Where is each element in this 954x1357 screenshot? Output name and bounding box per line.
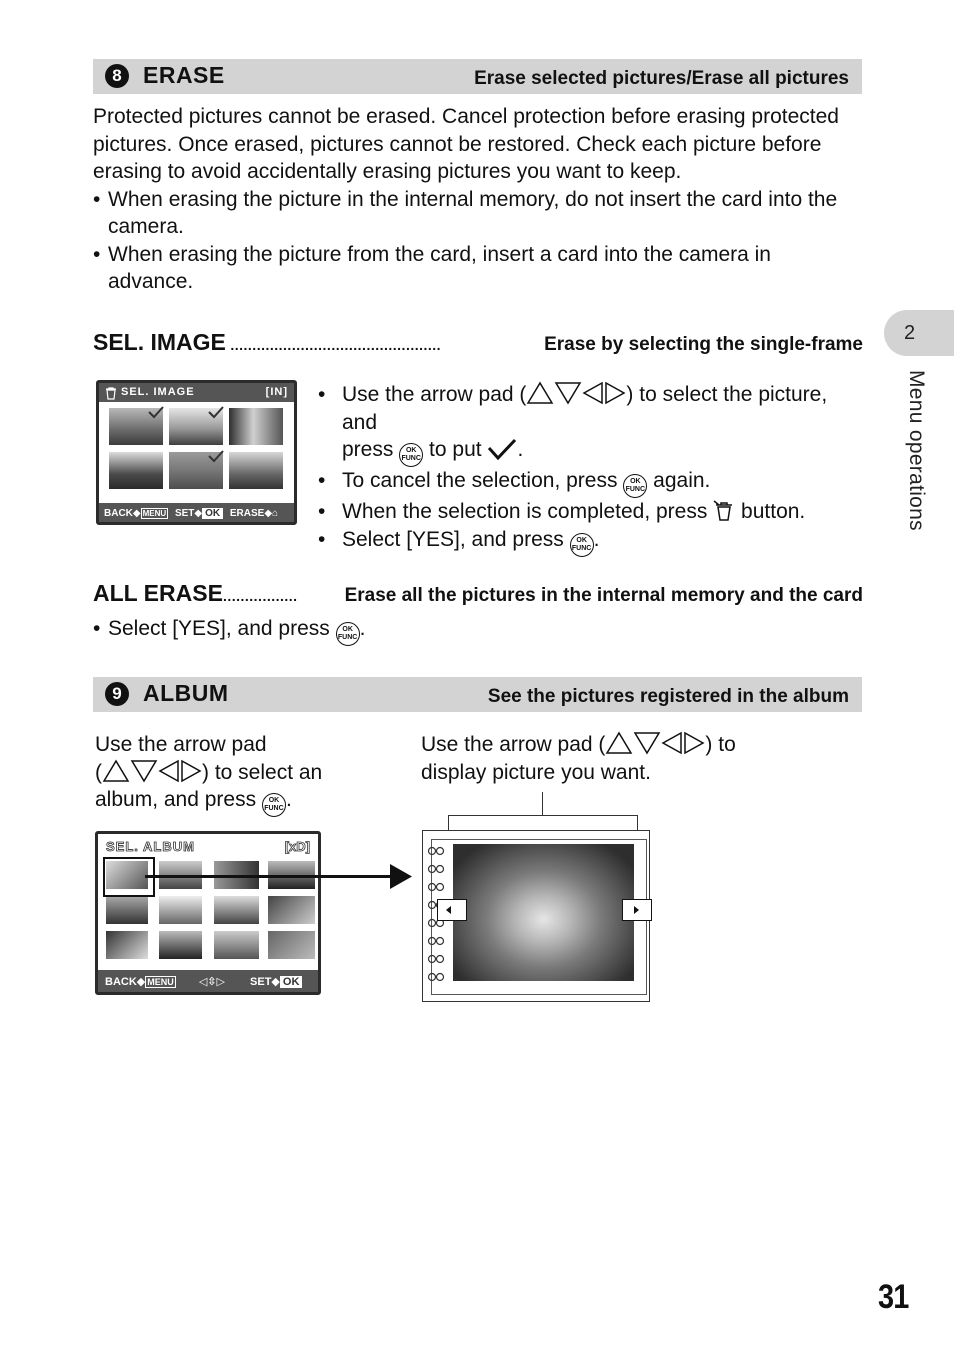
section-number-badge: 9	[105, 682, 129, 706]
flow-arrow-line	[145, 875, 395, 878]
ok-func-button-icon: OK FUNC	[399, 443, 423, 467]
arrow-pad-icon	[526, 381, 626, 405]
screen-title: SEL. ALBUM	[106, 839, 195, 854]
album-thumbnail[interactable]	[106, 896, 148, 924]
screen-footer: BACK◆ MENU ◁⇳▷ SET◆ OK	[105, 975, 302, 988]
chapter-tab	[884, 310, 954, 356]
ok-func-button-icon: OK FUNC	[262, 793, 286, 817]
arrow-pad-icon: ◁⇳▷	[198, 976, 225, 988]
chapter-label: Menu operations	[905, 370, 928, 531]
thumbnail[interactable]	[109, 452, 163, 489]
step-item: • Select [YES], and press OK FUNC .	[318, 526, 863, 557]
step-item: • To cancel the selection, press OK FUNC again.	[318, 467, 863, 498]
erase-section-header	[93, 59, 862, 94]
album-page-view	[422, 830, 650, 1002]
sel-image-steps	[318, 381, 863, 557]
paragraph-line: Protected pictures cannot be erased. Cancel protection before erasing protected	[93, 105, 839, 128]
section-number-badge: 8	[105, 64, 129, 88]
album-thumbnail[interactable]	[268, 896, 315, 924]
ok-func-button-icon: OK FUNC	[570, 533, 594, 557]
step-item: • When the selection is completed, press button.	[318, 498, 863, 526]
sel-image-title: SEL. IMAGE	[93, 329, 226, 355]
memory-indicator: [IN]	[265, 386, 288, 398]
sel-image-heading	[93, 329, 863, 359]
album-section-header	[93, 677, 862, 712]
thumbnail[interactable]	[229, 452, 283, 489]
ok-func-button-icon: OK FUNC	[336, 622, 360, 646]
checkmark-icon	[147, 405, 165, 419]
album-thumbnail[interactable]	[159, 896, 202, 924]
leader-dots: .................	[222, 588, 298, 604]
paragraph-line: erasing to avoid accidentally erasing pictures you want to keep.	[93, 160, 682, 183]
checkmark-icon	[207, 405, 225, 419]
arrow-pad-icon	[605, 731, 705, 755]
trash-icon: ⌂	[272, 508, 279, 519]
callout-line	[448, 815, 638, 816]
next-page-button[interactable]	[622, 899, 652, 921]
leader-dots: ................................................	[230, 337, 442, 353]
album-subtitle: See the pictures registered in the album	[487, 686, 849, 707]
album-title: ALBUM	[143, 680, 229, 706]
checkmark-icon	[207, 449, 225, 463]
page-number: 31	[878, 1278, 909, 1316]
all-erase-heading	[93, 580, 863, 610]
sel-image-camera-screen	[96, 380, 297, 525]
album-thumbnail[interactable]	[268, 931, 315, 959]
erase-title: ERASE	[143, 62, 225, 88]
screen-title: SEL. IMAGE	[121, 386, 195, 398]
erase-paragraph	[93, 103, 868, 296]
trash-icon	[713, 498, 735, 522]
album-photo	[453, 844, 634, 981]
all-erase-title: ALL ERASE	[93, 580, 223, 606]
paragraph-line: pictures. Once erased, pictures cannot be restored. Check each picture before	[93, 132, 822, 156]
arrow-pad-icon	[102, 759, 202, 783]
all-erase-bullet: • Select [YES], and press OK FUNC .	[93, 615, 365, 646]
erase-subtitle: Erase selected pictures/Erase all pictures	[474, 68, 849, 89]
album-thumbnail[interactable]	[106, 931, 148, 959]
erase-bullet: • When erasing the picture in the internal memory, do not insert the card into the camera.	[93, 186, 868, 241]
album-thumbnail[interactable]	[214, 896, 259, 924]
triangle-left-icon	[438, 900, 466, 920]
prev-page-button[interactable]	[437, 899, 467, 921]
sel-image-subtitle: Erase by selecting the single-frame	[544, 334, 863, 355]
check-icon	[487, 438, 517, 460]
album-left-caption: Use the arrow pad ( ) to select an album, and press OK FUNC .	[95, 731, 395, 817]
screen-footer: BACK◆ MENU SET◆ OK ERASE◆⌂	[104, 508, 279, 519]
step-item: • Use the arrow pad ( ) to select the picture, and press OK FUNC to put .	[318, 381, 863, 467]
thumbnail[interactable]	[229, 408, 283, 445]
memory-indicator: [xD]	[284, 839, 310, 854]
erase-bullet: • When erasing the picture from the card, insert a card into the camera in advance.	[93, 241, 868, 296]
flow-arrow-head-icon	[390, 864, 412, 889]
album-thumbnail[interactable]	[159, 931, 202, 959]
sel-album-camera-screen	[95, 831, 321, 995]
chapter-number: 2	[904, 322, 916, 344]
album-thumbnail[interactable]	[214, 931, 259, 959]
trash-icon	[104, 386, 118, 400]
all-erase-subtitle: Erase all the pictures in the internal memory and the card	[344, 585, 863, 606]
album-right-caption: Use the arrow pad ( ) to display picture you want.	[421, 733, 736, 784]
ok-func-button-icon: OK FUNC	[623, 474, 647, 498]
callout-line	[542, 792, 543, 816]
triangle-right-icon	[623, 900, 651, 920]
